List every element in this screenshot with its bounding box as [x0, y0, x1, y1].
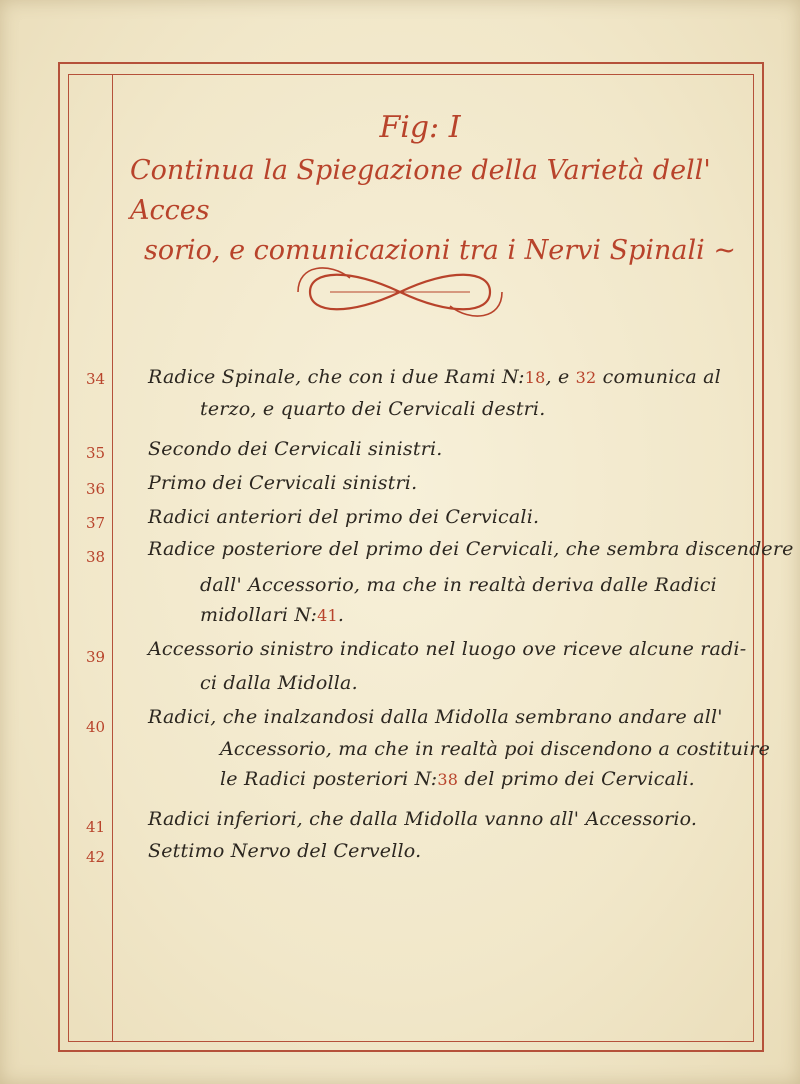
entry-line [200, 574, 717, 596]
entry-line [200, 398, 545, 420]
entry-line [148, 506, 539, 528]
entry-number: 38 [86, 548, 106, 566]
entry-number: 39 [86, 648, 106, 666]
cross-reference-number: 32 [575, 368, 597, 387]
cross-reference-number: 38 [437, 770, 459, 789]
entry-text: Settimo Nervo del Cervello. [148, 840, 422, 862]
entry-line [200, 604, 344, 626]
entry-number: 35 [86, 444, 106, 462]
entry-text: terzo, e quarto dei Cervicali destri. [200, 398, 546, 420]
entry-text: le Radici posteriori N: [220, 768, 438, 790]
entry-line [220, 738, 770, 760]
entry-line [220, 768, 695, 790]
entry-number: 42 [86, 848, 106, 866]
entry-text: Radice posteriore del primo dei Cervicali, che sembra discendere [148, 538, 794, 560]
entry-text: comunica al [596, 366, 721, 388]
entry-number: 34 [86, 370, 106, 388]
heading-line-2-text: sorio, e comunicazioni tra i Nervi Spinali [144, 235, 705, 266]
entry-line [148, 472, 417, 494]
entry-text: Secondo dei Cervicali sinistri. [148, 438, 443, 460]
entry-line [148, 808, 697, 830]
entry-line [200, 672, 358, 694]
entry-text: del primo dei Cervicali. [458, 768, 695, 790]
entry-text: Accessorio sinistro indicato nel luogo ove riceve alcune radi- [148, 638, 747, 660]
entry-text: Radice Spinale, che con i due Rami N: [148, 366, 525, 388]
entry-text: Accessorio, ma che in realtà poi discendono a costituire [220, 738, 771, 760]
entry-text: dall' Accessorio, ma che in realtà deriva dalle Radici [200, 574, 717, 596]
entry-text: Primo dei Cervicali sinistri. [148, 472, 418, 494]
entry-line [148, 538, 794, 560]
cross-reference-number: 18 [524, 368, 546, 387]
figure-label: Fig: I [379, 110, 461, 145]
cross-reference-number: 41 [317, 606, 338, 625]
entry-line [148, 840, 421, 862]
heading-tail-flourish: ~ [713, 235, 736, 266]
entry-text: . [337, 604, 345, 626]
entry-line [148, 638, 746, 660]
entry-number: 37 [86, 514, 106, 532]
entry-line [148, 366, 721, 388]
entry-text: Radici inferiori, che dalla Midolla vanno all' Accessorio. [148, 808, 698, 830]
heading-line-1: Continua la Spiegazione della Varietà dell' Acces [130, 155, 711, 226]
entry-text: , e [545, 366, 576, 388]
entry-number: 40 [86, 718, 106, 736]
entry-line [148, 706, 723, 728]
entry-text: Radici, che inalzandosi dalla Midolla sembrano andare all' [148, 706, 723, 728]
entry-number: 41 [86, 818, 106, 836]
entry-number: 36 [86, 480, 106, 498]
entry-text: midollari N: [200, 604, 318, 626]
entry-line [148, 438, 443, 460]
entry-text: Radici anteriori del primo dei Cervicali. [148, 506, 540, 528]
entry-text: ci dalla Midolla. [200, 672, 358, 694]
